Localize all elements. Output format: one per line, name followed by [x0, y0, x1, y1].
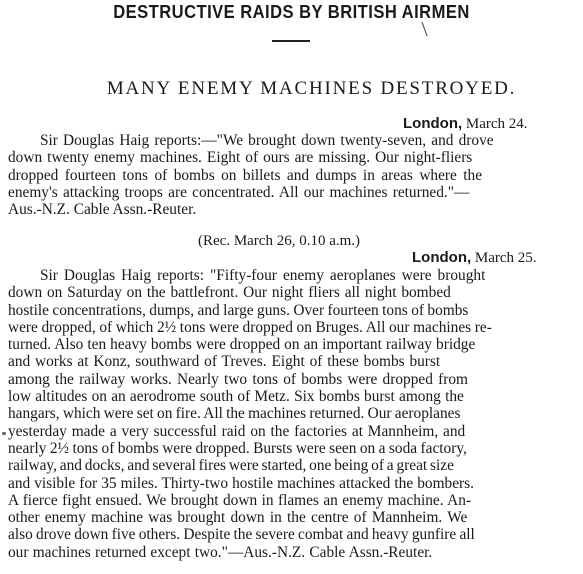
report-2-line: Sir Douglas Haig reports: "Fifty-four enemy aeroplanes were brought	[39, 267, 486, 284]
report-1-line: down twenty enemy machines. Eight of ours are missing. Our night-fliers	[8, 149, 473, 167]
report-1-paragraph	[8, 132, 583, 218]
report-2-paragraph	[8, 267, 583, 561]
report-2-line: among the railway works. Nearly two tons of bombs were dropped from	[8, 370, 468, 388]
report-2-line: and works at Konz, southward of Treves. Eight of these bombs burst	[8, 353, 441, 371]
dateline-2	[412, 249, 537, 267]
report-2-line: railway, and docks, and several fires were started, one being of a great size	[8, 457, 454, 475]
report-2-line: and visible for 35 miles. Thirty-two hostile machines attacked the bombers.	[8, 474, 474, 492]
report-1-line: dropped fourteen tons of bombs on billets and dumps in areas where the	[8, 166, 483, 184]
print-mark	[421, 22, 435, 36]
report-2-line: also drove down five others. Despite the severe combat and heavy gunfire all	[8, 526, 475, 544]
report-2-line: other enemy machine was brought down in the centre of Mannheim. We	[8, 509, 468, 527]
report-2-line: down on Saturday on the battlefront. Our night fliers all night bombed	[8, 284, 451, 302]
dateline-2-date: March 25.	[474, 250, 537, 266]
report-1-line: Sir Douglas Haig reports:—"We brought down twenty-seven, and drove	[39, 132, 494, 149]
report-2-line: A fierce fight ensued. We brought down in flames an enemy machine. An-	[8, 491, 472, 509]
dateline-2-city: London,	[412, 249, 472, 266]
report-2-line: hostile concentrations, dumps, and large guns. Over fourteen tons of bombs	[8, 301, 469, 319]
report-2-line: our machines returned except two."—Aus.-N.Z. Cable Assn.-Reuter.	[8, 543, 433, 561]
print-speck	[2, 432, 6, 435]
headline: DESTRUCTIVE RAIDS BY BRITISH AIRMEN	[113, 2, 470, 22]
report-2-line: low altitudes on an aerodrome south of Metz. Six bombs burst among the	[8, 388, 464, 406]
dateline-1-date: March 24.	[465, 116, 528, 132]
report-2-line: yesterday made a very successful raid on the factories at Mannheim, and	[8, 422, 466, 440]
headline-rule	[272, 40, 310, 42]
received-timestamp: (Rec. March 26, 0.10 a.m.)	[198, 233, 361, 249]
report-1-line: Aus.-N.Z. Cable Assn.-Reuter.	[8, 201, 197, 219]
report-2-line: were dropped, of which 2½ tons were dropped on Bruges. All our machines re-	[8, 318, 492, 336]
report-2-line: hangars, which were set on fire. All the machines returned. Our aeroplanes	[8, 405, 461, 423]
report-1-line: enemy's attacking troops are concentrated. All our machines returned."—	[8, 183, 470, 201]
report-2-line: turned. Also ten heavy bombs were dropped on an important railway bridge	[8, 336, 476, 354]
subheadline: MANY ENEMY MACHINES DESTROYED.	[106, 78, 517, 99]
report-2-line: nearly 2½ tons of bombs were dropped. Bursts were seen on a soda factory,	[8, 439, 467, 457]
dateline-1-city: London,	[403, 115, 463, 132]
dateline-1	[403, 115, 528, 133]
